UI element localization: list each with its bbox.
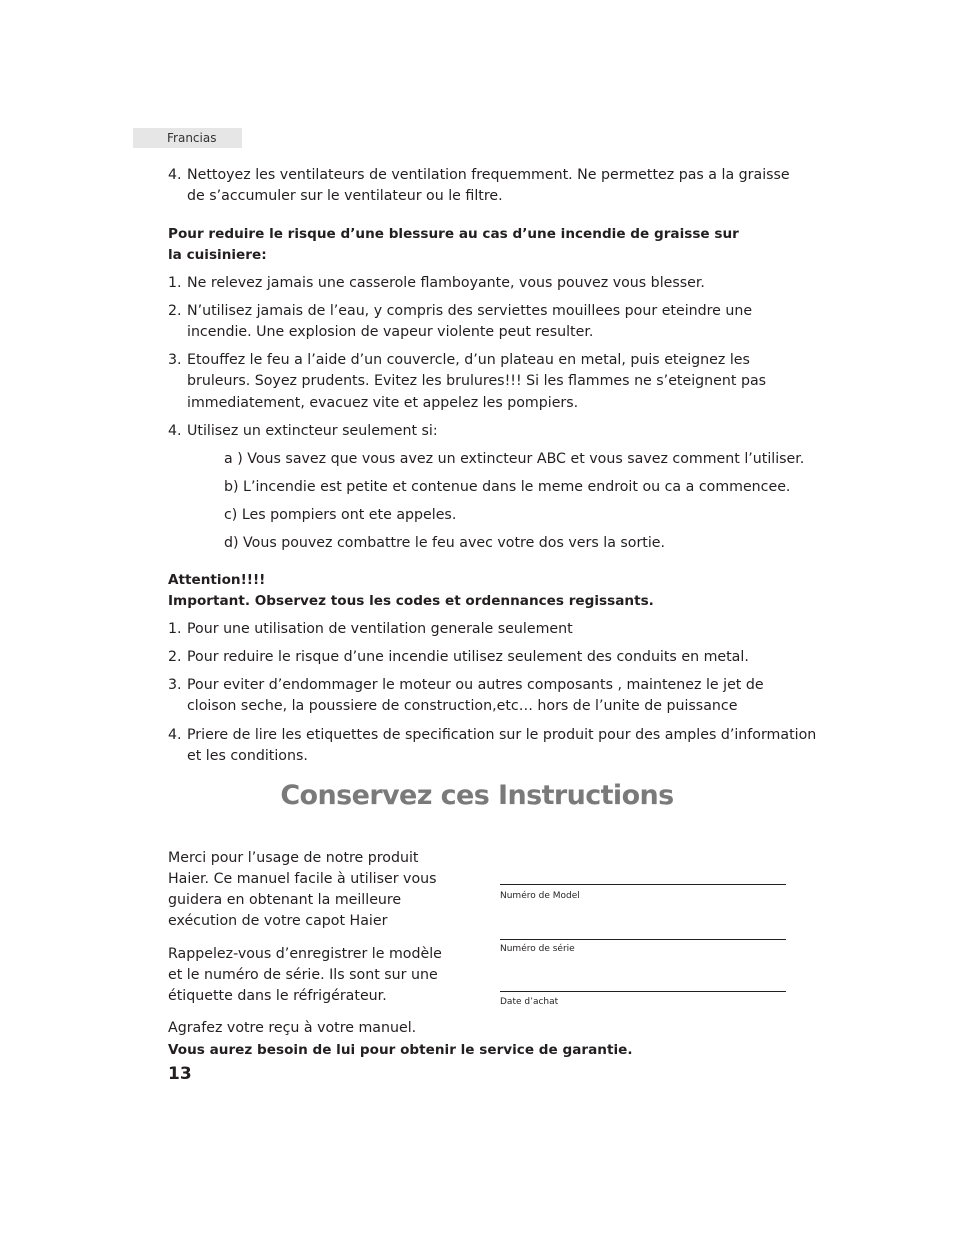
sub-item: d) Vous pouvez combattre le feu avec votre dos vers la sortie. bbox=[224, 535, 666, 551]
page-title-text: Conservez ces Instructions bbox=[280, 780, 674, 811]
item-text: Pour eviter d’endommager le moteur ou autres composants , maintenez le jet de bbox=[187, 677, 764, 693]
item-text: Pour une utilisation de ventilation generale seulement bbox=[187, 621, 573, 637]
item-text: Utilisez un extincteur seulement si: bbox=[187, 423, 438, 439]
item-text: Etouffez le feu a l’aide d’un couvercle, d’un plateau en metal, puis eteignez les bbox=[187, 352, 750, 368]
page-title bbox=[0, 780, 954, 811]
reminder-text: étiquette dans le réfrigérateur. bbox=[168, 988, 387, 1004]
purchase-date-label: Date d’achat bbox=[500, 997, 559, 1007]
attention-heading: Attention!!!! bbox=[168, 572, 266, 588]
item-number: 4. bbox=[168, 727, 182, 743]
item-text: N’utilisez jamais de l’eau, y compris des serviettes mouillees pour eteindre une bbox=[187, 303, 753, 319]
item-number: 1. bbox=[168, 275, 182, 291]
section-tab bbox=[133, 128, 242, 148]
thanks-text: exécution de votre capot Haier bbox=[168, 913, 388, 929]
item-text: Nettoyez les ventilateurs de ventilation frequemment. Ne permettez pas a la graisse bbox=[187, 167, 790, 183]
serial-number-line[interactable] bbox=[500, 939, 786, 940]
item-number: 1. bbox=[168, 621, 182, 637]
item-text: Ne relevez jamais une casserole flamboyante, vous pouvez vous blesser. bbox=[187, 275, 705, 291]
item-text: Priere de lire les etiquettes de specification sur le produit pour des amples d’information bbox=[187, 727, 817, 743]
page-number: 13 bbox=[168, 1064, 192, 1084]
sub-item: b) L’incendie est petite et contenue dans le meme endroit ou ca a commencee. bbox=[224, 479, 791, 495]
item-text: bruleurs. Soyez prudents. Evitez les brulures!!! Si les flammes ne s’eteignent pas bbox=[187, 373, 767, 389]
item-number: 3. bbox=[168, 677, 182, 693]
thanks-text: guidera en obtenant la meilleure bbox=[168, 892, 402, 908]
item-number: 4. bbox=[168, 167, 182, 183]
item-number: 2. bbox=[168, 649, 182, 665]
section-heading: la cuisiniere: bbox=[168, 247, 267, 263]
serial-number-label: Numéro de série bbox=[500, 944, 575, 954]
model-number-line[interactable] bbox=[500, 884, 786, 885]
section-heading: Pour reduire le risque d’une blessure au cas d’une incendie de graisse sur bbox=[168, 226, 739, 242]
receipt-text: Agrafez votre reçu à votre manuel. bbox=[168, 1020, 417, 1036]
reminder-text: et le numéro de série. Ils sont sur une bbox=[168, 967, 438, 983]
item-text: et les conditions. bbox=[187, 748, 308, 764]
item-number: 2. bbox=[168, 303, 182, 319]
item-text: immediatement, evacuez vite et appelez les pompiers. bbox=[187, 395, 579, 411]
model-number-label: Numéro de Model bbox=[500, 891, 580, 901]
attention-subheading: Important. Observez tous les codes et ordennances regissants. bbox=[168, 593, 654, 609]
thanks-text: Merci pour l’usage de notre produit bbox=[168, 850, 419, 866]
item-text: incendie. Une explosion de vapeur violente peut resulter. bbox=[187, 324, 594, 340]
item-text: cloison seche, la poussiere de construction,etc… hors de l’unite de puissance bbox=[187, 698, 738, 714]
section-tab-label: Francias bbox=[167, 131, 217, 145]
reminder-text: Rappelez-vous d’enregistrer le modèle bbox=[168, 946, 442, 962]
sub-item: a ) Vous savez que vous avez un extincteur ABC et vous savez comment l’utiliser. bbox=[224, 451, 805, 467]
item-text: Pour reduire le risque d’une incendie utilisez seulement des conduits en metal. bbox=[187, 649, 749, 665]
purchase-date-line[interactable] bbox=[500, 991, 786, 992]
item-number: 4. bbox=[168, 423, 182, 439]
item-text: de s’accumuler sur le ventilateur ou le filtre. bbox=[187, 188, 503, 204]
warranty-text: Vous aurez besoin de lui pour obtenir le service de garantie. bbox=[168, 1042, 633, 1058]
item-number: 3. bbox=[168, 352, 182, 368]
sub-item: c) Les pompiers ont ete appeles. bbox=[224, 507, 457, 523]
thanks-text: Haier. Ce manuel facile à utiliser vous bbox=[168, 871, 437, 887]
